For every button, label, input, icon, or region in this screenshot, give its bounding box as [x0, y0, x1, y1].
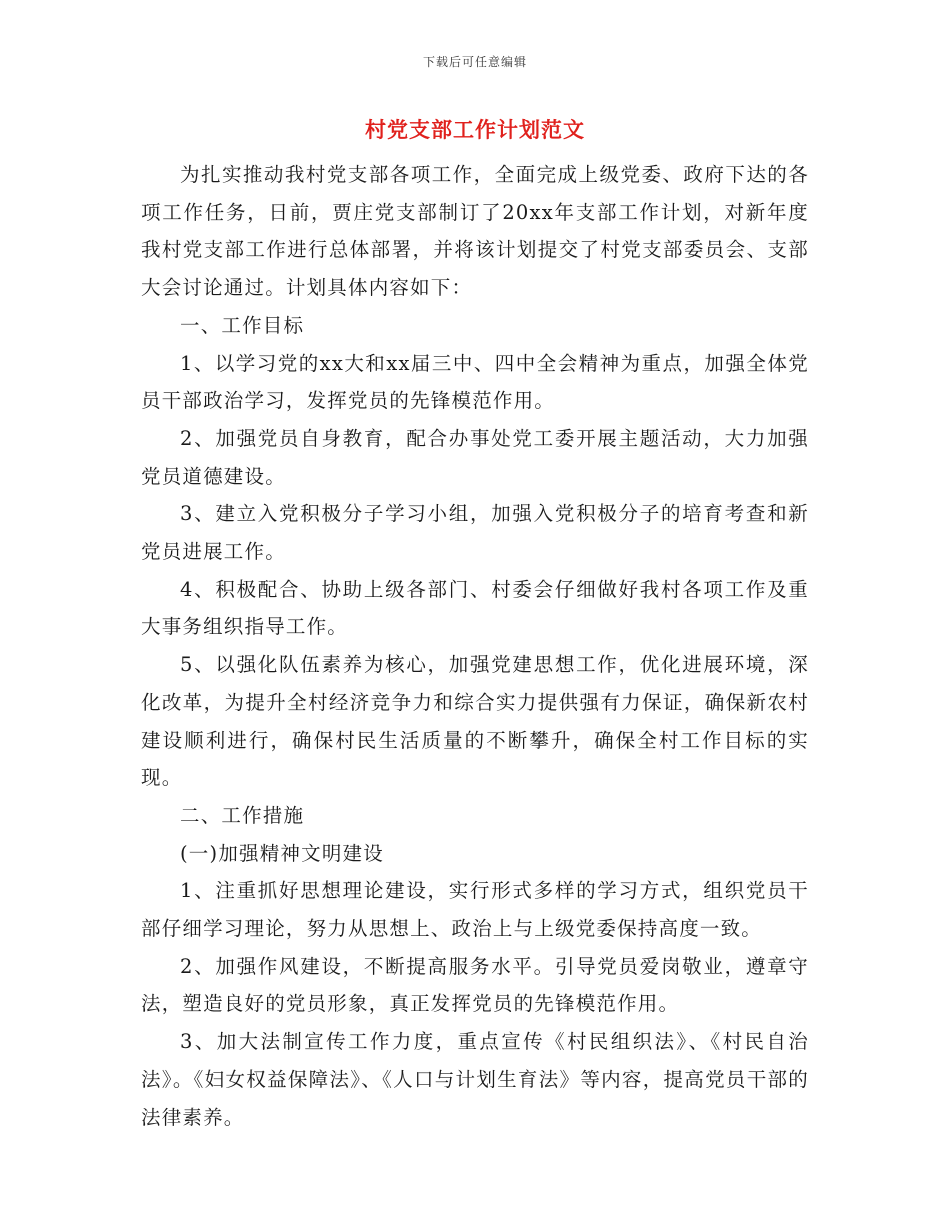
header-note: 下载后可任意编辑: [422, 55, 527, 69]
goal-item-2: 2、加强党员自身教育，配合办事处党工委开展主题活动，大力加强党员道德建设。: [141, 426, 809, 488]
goal-item-3: 3、建立入党积极分子学习小组，加强入党积极分子的培育考查和新党员进展工作。: [141, 502, 809, 564]
measure-item-1: 1、注重抓好思想理论建设，实行形式多样的学习方式，组织党员干部仔细学习理论，努力从思想上、政治上与上级党委保持高度一致。: [141, 879, 809, 941]
measure-item-2: 2、加强作风建设，不断提高服务水平。引导党员爱岗敬业，遵章守法，塑造良好的党员形象，真正发挥党员的先锋模范作用。: [141, 954, 809, 1016]
document-body: [141, 156, 809, 1136]
intro-paragraph: 为扎实推动我村党支部各项工作，全面完成上级党委、政府下达的各项工作任务，日前，贾庄党支部制订了20xx年支部工作计划，对新年度我村党支部工作进行总体部署，并将该计划提交了村党支部委员会、支部大会讨论通过。计划具体内容如下：: [141, 163, 809, 300]
section-heading-measures: 二、工作措施: [180, 803, 305, 827]
goal-item-1: 1、以学习党的xx大和xx届三中、四中全会精神为重点，加强全体党员干部政治学习，发挥党员的先锋模范作用。: [141, 351, 809, 413]
section-heading-goals: 一、工作目标: [180, 313, 305, 337]
measure-item-3: 3、加大法制宣传工作力度，重点宣传《村民组织法》、《村民自治法》。《妇女权益保障法》、《人口与计划生育法》等内容，提高党员干部的法律素养。: [141, 1030, 809, 1129]
subsection-heading-1: (一)加强精神文明建设: [180, 841, 384, 865]
goal-item-5: 5、以强化队伍素养为核心，加强党建思想工作，优化进展环境，深化改革，为提升全村经济竞争力和综合实力提供强有力保证，确保新农村建设顺利进行，确保村民生活质量的不断攀升，确保全村工作目标的实现。: [141, 653, 809, 790]
goal-item-4: 4、积极配合、协助上级各部门、村委会仔细做好我村各项工作及重大事务组织指导工作。: [141, 577, 809, 639]
document-title: 村党支部工作计划范文: [365, 117, 585, 142]
